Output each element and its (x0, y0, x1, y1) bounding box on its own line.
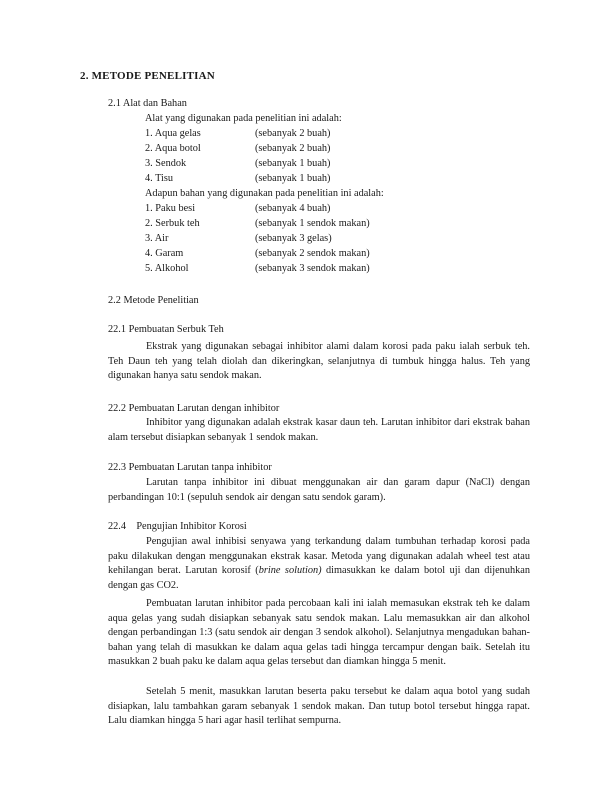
heading-22-4: 22.4 Pengujian Inhibitor Korosi (108, 521, 247, 532)
item-qty: (sebanyak 3 gelas) (255, 232, 332, 244)
item-name: 5. Alkohol (145, 262, 189, 274)
heading-22-3: 22.3 Pembuatan Larutan tanpa inhibitor (108, 462, 272, 473)
paragraph-text: Inhibitor yang digunakan adalah ekstrak kasar daun teh. Larutan inhibitor dari ekstrak bahan alam tersebut disiapkan sebanyak 1 sendok makan. (108, 417, 530, 443)
item-qty: (sebanyak 2 buah) (255, 128, 331, 139)
section-title: 2. METODE PENELITIAN (80, 70, 215, 82)
item-name: 3. Air (145, 232, 169, 244)
item-name: 4. Garam (145, 247, 184, 259)
list-item (145, 157, 330, 172)
tools-list (145, 127, 330, 187)
paragraph-22-2 (108, 416, 530, 445)
tools-intro: Alat yang digunakan pada penelitian ini adalah: (145, 113, 342, 124)
list-item (145, 202, 370, 217)
item-name: 2. Aqua botol (145, 142, 201, 154)
heading-22-1: 22.1 Pembuatan Serbuk Teh (108, 324, 224, 335)
item-name: 2. Serbuk teh (145, 217, 200, 229)
paragraph-text: Setelah 5 menit, masukkan larutan beserta paku tersebut ke dalam aqua botol yang sudah disiapkan, lalu tambahkan garam sebanyak 1 sendok makan. Dan tutup botol tersebut hingga rapat. Lalu diamkan hingga 5 hari agar hasil terlihat sempurna. (108, 686, 530, 727)
paragraph-22-4-2 (108, 597, 530, 670)
item-qty: (sebanyak 4 buah) (255, 203, 331, 214)
list-item (145, 172, 330, 187)
item-qty: (sebanyak 3 sendok makan) (255, 262, 370, 274)
item-qty: (sebanyak 1 sendok makan) (255, 217, 370, 229)
item-name: 4. Tisu (145, 172, 174, 184)
item-name: 3. Sendok (145, 157, 187, 169)
item-qty: (sebanyak 1 buah) (255, 157, 331, 169)
materials-intro: Adapun bahan yang digunakan pada penelitian ini adalah: (145, 188, 384, 199)
list-item (145, 127, 330, 142)
paragraph-text: Larutan tanpa inhibitor ini dibuat menggunakan air dan garam dapur (NaCl) dengan perbandingan 10:1 (sepuluh sendok air dengan satu sendok garam). (108, 477, 530, 503)
list-item (145, 247, 370, 262)
materials-list (145, 202, 370, 276)
item-qty: (sebanyak 2 buah) (255, 142, 331, 154)
heading-2-2: 2.2 Metode Penelitian (108, 295, 199, 306)
heading-22-2: 22.2 Pembuatan Larutan dengan inhibitor (108, 403, 280, 414)
paragraph-text (108, 535, 530, 593)
item-name: 1. Paku besi (145, 203, 196, 214)
paragraph-22-4-1 (108, 535, 530, 593)
list-item (145, 232, 370, 247)
item-name: 1. Aqua gelas (145, 128, 201, 139)
list-item (145, 217, 370, 232)
paragraph-22-1 (108, 340, 530, 384)
italic-text: brine solution) (258, 565, 322, 577)
paragraph-text: Pembuatan larutan inhibitor pada percobaan kali ini ialah memasukan ekstrak teh ke dalam aqua gelas yang sudah disiapkan sebanyak satu sendok makan. Lalu memasukkan air dan alkohol dengan perbandingan 1:3 (satu sendok air dengan 3 sendok alkohol). Selanjutnya mengadukan bahan-bahan yang telah di masukkan ke dalam aqua gelas tadi hingga tercampur dengan baik. Setelah itu masukkan 2 buah paku ke dalam aqua gelas tersebut dan diamkan hingga 5 menit. (108, 598, 530, 668)
list-item (145, 142, 330, 157)
text-run: dimasukkan ke dalam botol uji dan dijenuhkan dengan gas CO2. (108, 565, 530, 591)
item-qty: (sebanyak 2 sendok makan) (255, 247, 370, 259)
text-run: Pengujian awal inhibisi senyawa yang terkandung dalam tumbuhan terhadap korosi pada paku dilakukan dengan menggunakan ekstrak kasar. Metoda yang digunakan adalah wheel test atau kehilangan berat. Larutan korosif ( (108, 536, 530, 577)
paragraph-22-4-3 (108, 685, 530, 729)
heading-2-1: 2.1 Alat dan Bahan (108, 98, 187, 109)
item-qty: (sebanyak 1 buah) (255, 172, 331, 184)
list-item (145, 262, 370, 277)
paragraph-text: Ekstrak yang digunakan sebagai inhibitor alami dalam korosi pada paku ialah serbuk teh. Teh Daun teh yang telah diolah dan dikeringkan, selanjutnya di tumbuk hingga halus. Teh yang digunakan hanya satu sendok makan. (108, 341, 530, 382)
paragraph-22-3 (108, 476, 530, 505)
